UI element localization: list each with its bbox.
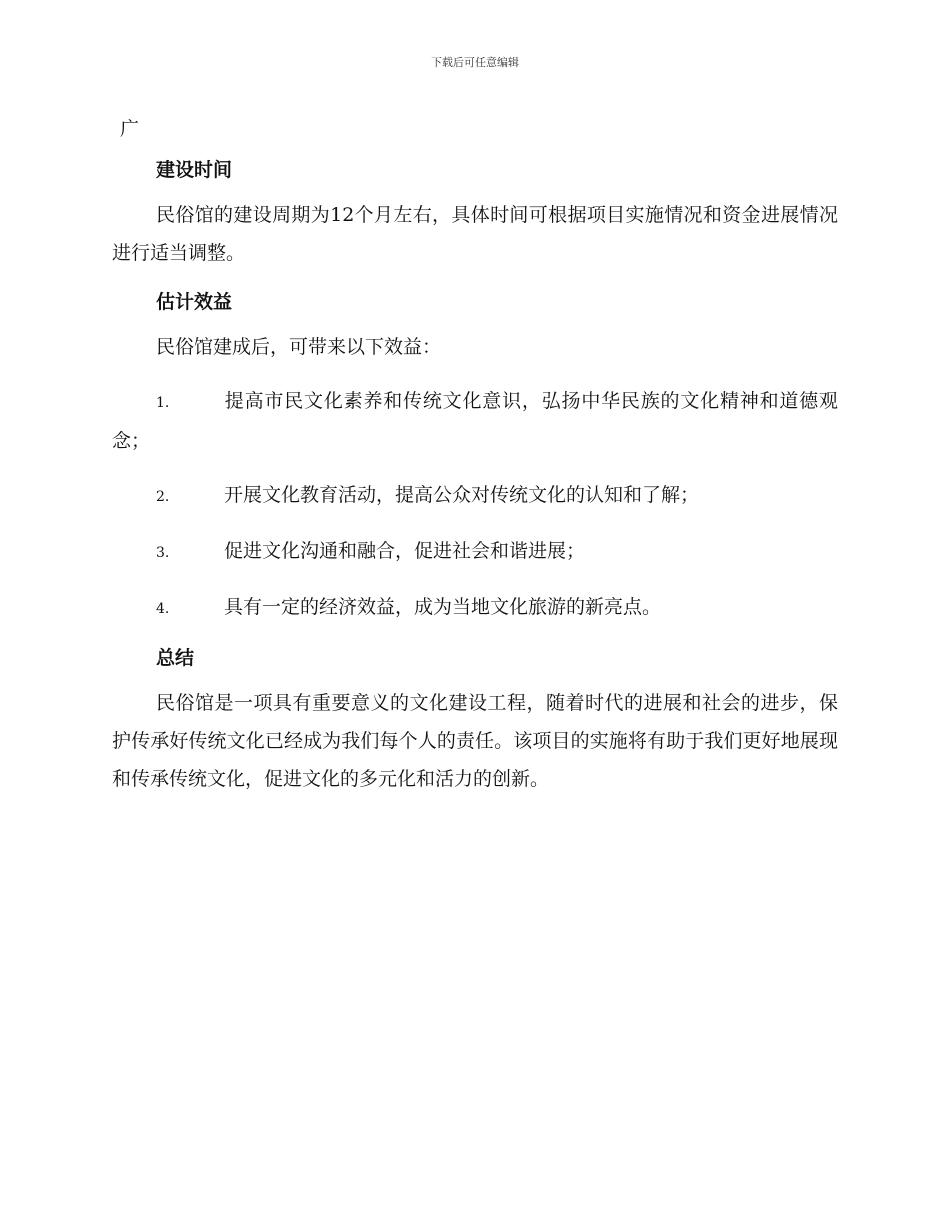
list-item [112, 476, 838, 516]
list-item [112, 532, 838, 572]
list-text: 开展文化教育活动，提高公众对传统文化的认知和了解； [224, 484, 700, 506]
section-heading-benefits: 估计效益 [156, 291, 233, 313]
page-header: 下载后可任意编辑 [431, 56, 519, 69]
section-heading-summary: 总结 [156, 647, 195, 669]
list-text: 促进文化沟通和融合，促进社会和谐进展； [224, 540, 586, 562]
document-body [112, 112, 838, 814]
text-fragment: 广 [120, 118, 140, 140]
list-number: 4. [156, 601, 170, 617]
list-text: 具有一定的经济效益，成为当地文化旅游的新亮点。 [224, 596, 662, 618]
list-number: 2. [156, 489, 170, 505]
list-item [112, 382, 838, 460]
list-number: 1. [156, 395, 170, 411]
list-number: 3. [156, 545, 170, 561]
list-text: 提高市民文化素养和传统文化意识，弘扬中华民族的文化精神和道德观念； [112, 390, 838, 452]
paragraph-summary: 民俗馆是一项具有重要意义的文化建设工程，随着时代的进展和社会的进步，保护传承好传统文化已经成为我们每个人的责任。该项目的实施将有助于我们更好地展现和传承传统文化，促进文化的多元化和活力的创新。 [112, 692, 838, 790]
section-heading-schedule: 建设时间 [156, 159, 233, 181]
list-item [112, 588, 838, 628]
paragraph-schedule: 民俗馆的建设周期为12个月左右，具体时间可根据项目实施情况和资金进展情况进行适当调整。 [112, 204, 838, 264]
paragraph-benefits-intro: 民俗馆建成后，可带来以下效益： [156, 336, 442, 358]
